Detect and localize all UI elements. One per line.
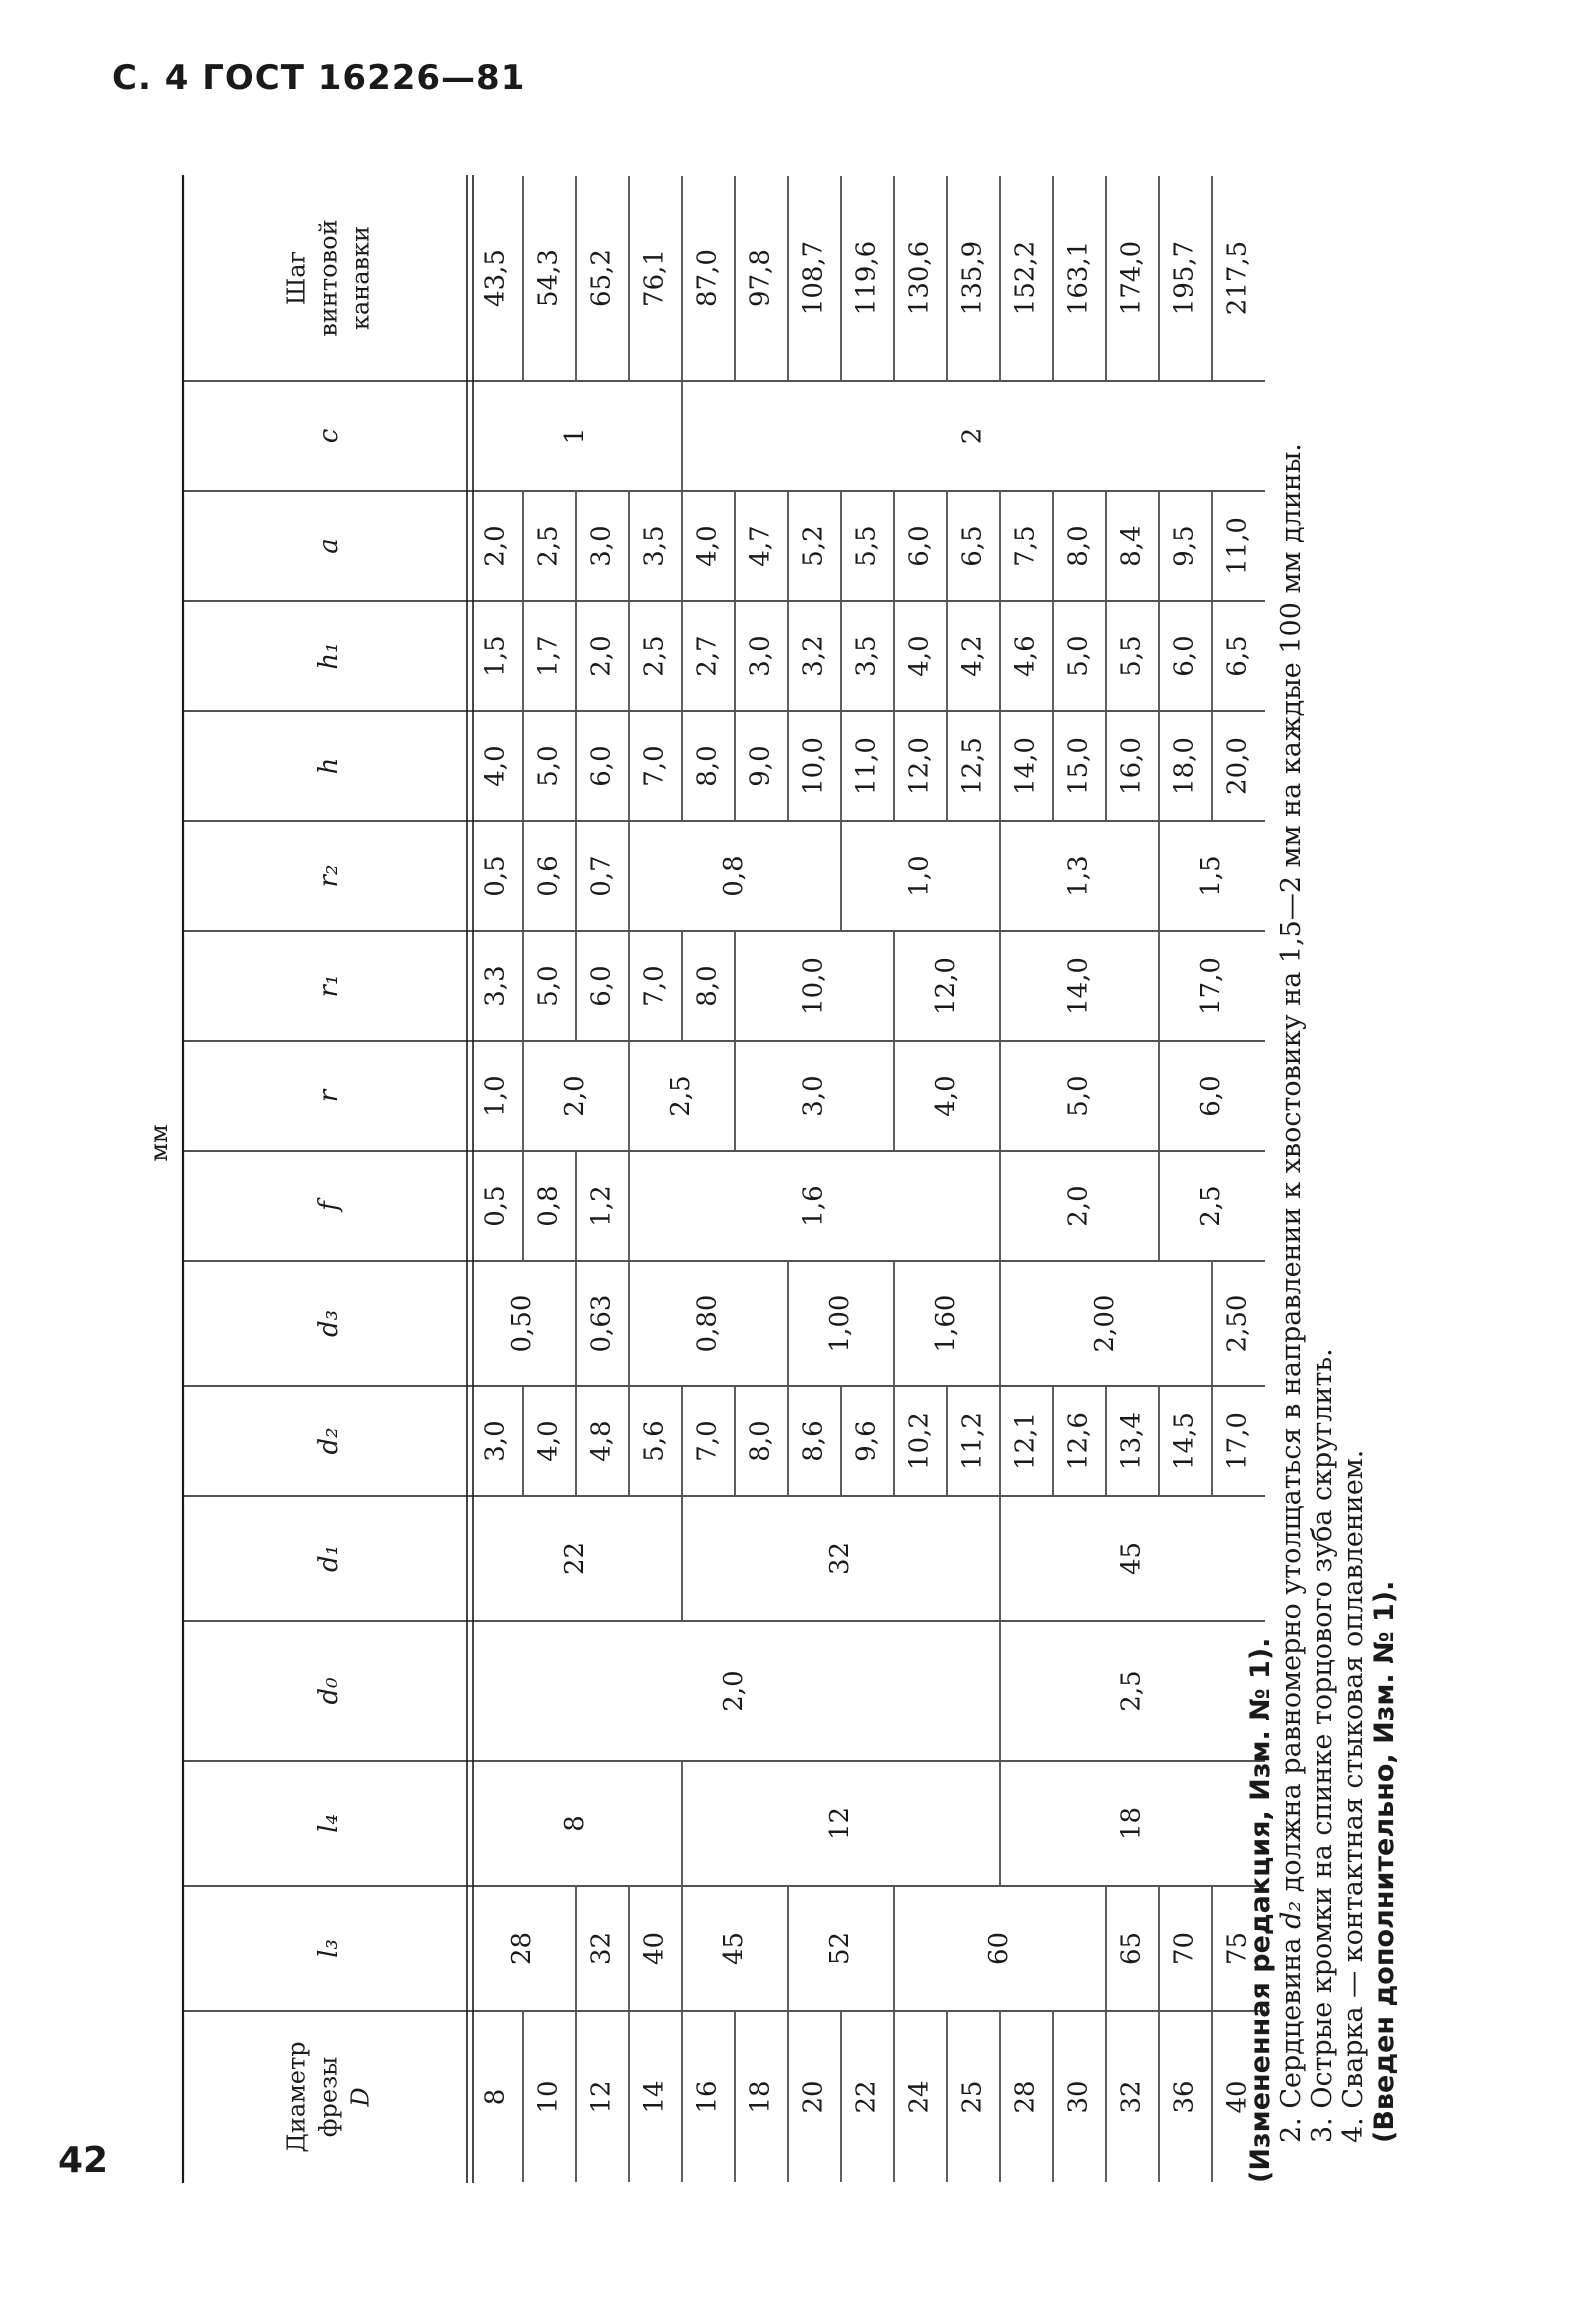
cell-l3: 60 [984,1931,1014,1966]
cell-h1: 3,5 [851,635,882,677]
cell-D: 20 [798,2080,829,2114]
header-d3: d₃ [314,1309,344,1338]
cell-r1: 14,0 [1063,957,1094,1015]
cell-d3: 0,80 [692,1294,723,1353]
cell-r: 3,0 [798,1075,829,1117]
cell-r1: 17,0 [1196,957,1226,1015]
note-2-symbol: d₂ [1276,1900,1307,1929]
cell-h1: 4,0 [904,635,935,677]
cell-d2: 11,2 [957,1412,988,1470]
cell-r: 5,0 [1063,1075,1094,1117]
cell-r2: 1,0 [904,855,935,897]
cell-step: 135,9 [957,240,988,316]
cell-c: 1 [560,427,590,445]
note-revision-1: (Измененная редакция, Изм. № 1). [1245,1637,1276,2183]
header-a: a [314,538,344,554]
cell-h1: 5,0 [1063,635,1094,677]
cell-a: 9,5 [1169,525,1200,567]
cell-a: 4,7 [745,525,776,567]
cell-step: 152,2 [1010,240,1041,316]
cell-d2: 13,4 [1116,1412,1147,1470]
cell-D: 10 [533,2080,564,2114]
cell-h1: 6,5 [1222,635,1253,677]
cell-h1: 2,5 [639,635,670,677]
unit-label: мм [145,1124,173,1162]
cell-r2: 0,8 [719,855,749,897]
cell-D: 40 [1222,2080,1253,2114]
page-header: С. 4 ГОСТ 16226—81 [112,58,526,98]
header-D: Диаметр [282,2041,311,2153]
cell-D: 32 [1116,2080,1147,2114]
notes [1245,175,1400,2183]
cell-D: 25 [957,2080,988,2114]
cell-d0: 2,5 [1116,1670,1147,1712]
header-step: винтовой [314,219,343,337]
cell-d2: 4,0 [533,1420,564,1462]
cell-d2: 4,8 [586,1420,617,1462]
cell-step: 119,6 [851,240,882,316]
cell-step: 65,2 [586,249,617,307]
cell-d2: 12,6 [1063,1412,1094,1470]
cell-r1: 10,0 [798,957,829,1015]
header-h: h [314,757,344,775]
cell-D: 16 [692,2080,723,2114]
cell-a: 4,0 [692,525,723,567]
header-D: фрезы [314,2056,343,2138]
note-2-end: должна равномерно утолщаться в направлении к хвостовику на 1,5—2 мм на каждые 100 мм длины. [1276,443,1307,1901]
parameters-table [145,175,1253,2183]
cell-r1: 5,0 [533,965,564,1007]
cell-h1: 6,0 [1169,635,1200,677]
cell-d3: 1,60 [931,1294,961,1353]
header-d0: d₀ [314,1677,344,1705]
cell-d1: 22 [560,1541,590,1576]
cell-d2: 7,0 [692,1420,723,1462]
cell-r2: 1,3 [1063,855,1094,897]
cell-l3: 28 [507,1931,537,1966]
cell-h: 11,0 [851,737,882,795]
cell-r: 4,0 [931,1075,961,1117]
cell-d3: 0,63 [586,1294,617,1353]
cell-step: 76,1 [639,249,670,307]
header-d1: d₁ [314,1544,344,1573]
header-h1: h₁ [314,642,344,670]
cell-f: 0,5 [480,1185,511,1227]
cell-r2: 0,7 [586,855,617,897]
cell-l4: 8 [560,1815,590,1832]
header-r2: r₂ [314,864,344,888]
rotated-content [145,175,1435,2183]
cell-f: 1,6 [798,1185,829,1227]
cell-D: 24 [904,2080,935,2114]
header-step: канавки [346,225,375,331]
cell-l3: 32 [586,1931,617,1966]
cell-h1: 5,5 [1116,635,1147,677]
cell-h: 9,0 [745,745,776,787]
cell-step: 174,0 [1116,240,1147,316]
cell-h1: 3,0 [745,635,776,677]
cell-l3: 70 [1169,1931,1200,1966]
page-number: 42 [58,2140,109,2181]
header-l3: l₃ [314,1939,344,1958]
cell-d1: 32 [825,1541,855,1576]
cell-r2: 0,6 [533,855,564,897]
cell-d2: 8,6 [798,1420,829,1462]
cell-D: 14 [639,2080,670,2114]
cell-D: 12 [586,2080,617,2114]
cell-h: 18,0 [1169,737,1200,795]
cell-c: 2 [957,427,988,445]
cell-d3: 0,50 [507,1294,537,1353]
cell-l4: 12 [825,1806,855,1841]
cell-d2: 5,6 [639,1420,670,1462]
cell-D: 8 [480,2088,511,2106]
cell-r1: 3,3 [480,965,511,1007]
note-added: (Введен дополнительно, Изм. № 1). [1369,1580,1400,2143]
header-r1: r₁ [314,974,344,998]
cell-a: 5,5 [851,525,882,567]
cell-h: 4,0 [480,745,511,787]
cell-D: 30 [1063,2080,1094,2114]
cell-l3: 65 [1116,1931,1147,1966]
cell-h: 5,0 [533,745,564,787]
cell-step: 97,8 [745,249,776,307]
cell-d2: 12,1 [1010,1412,1041,1470]
cell-a: 11,0 [1222,517,1253,575]
cell-h: 14,0 [1010,737,1041,795]
cell-r: 2,0 [560,1075,590,1117]
cell-a: 3,5 [639,525,670,567]
cell-r: 1,0 [480,1075,511,1117]
cell-a: 8,4 [1116,525,1147,567]
cell-a: 6,5 [957,525,988,567]
cell-D: 18 [745,2080,776,2114]
cell-d2: 17,0 [1222,1412,1253,1470]
cell-a: 2,0 [480,525,511,567]
cell-l3: 52 [825,1931,855,1966]
cell-h: 8,0 [692,745,723,787]
cell-D: 22 [851,2080,882,2114]
cell-d2: 14,5 [1169,1412,1200,1470]
cell-d3: 1,00 [825,1294,855,1353]
cell-step: 43,5 [480,249,511,307]
cell-d2: 10,2 [904,1412,935,1470]
cell-d2: 8,0 [745,1420,776,1462]
cell-step: 130,6 [904,240,935,316]
cell-h: 12,0 [904,737,935,795]
cell-step: 108,7 [798,240,829,316]
cell-d0: 2,0 [719,1670,749,1712]
cell-h: 16,0 [1116,737,1147,795]
header-D: D [346,2087,375,2107]
cell-D: 28 [1010,2080,1041,2114]
cell-h: 15,0 [1063,737,1094,795]
cell-step: 163,1 [1063,240,1094,316]
header-d2: d₂ [314,1427,344,1455]
note-2-start: 2. Сердцевина [1276,1928,1307,2143]
cell-a: 2,5 [533,525,564,567]
cell-h1: 2,0 [586,635,617,677]
cell-l3: 40 [639,1931,670,1966]
cell-f: 2,0 [1063,1185,1094,1227]
cell-h: 6,0 [586,745,617,787]
cell-h: 7,0 [639,745,670,787]
cell-d3: 2,50 [1222,1294,1253,1353]
note-2 [1276,175,1307,2183]
cell-h: 12,5 [957,737,988,795]
cell-step: 195,7 [1169,240,1200,316]
cell-r2: 0,5 [480,855,511,897]
cell-f: 2,5 [1196,1185,1226,1227]
cell-a: 6,0 [904,525,935,567]
cell-l3: 45 [719,1931,749,1966]
note-3: 3. Острые кромки на спинке торцового зуба скруглить. [1307,1348,1338,2143]
cell-d1: 45 [1116,1541,1147,1576]
cell-a: 5,2 [798,525,829,567]
cell-l3: 75 [1222,1931,1253,1966]
cell-h1: 3,2 [798,635,829,677]
cell-step: 87,0 [692,249,723,307]
cell-r: 2,5 [666,1075,696,1117]
header-f: f [314,1201,344,1211]
cell-h: 20,0 [1222,737,1253,795]
cell-d2: 3,0 [480,1420,511,1462]
header-c: c [314,428,344,444]
cell-h: 10,0 [798,737,829,795]
header-r: r [314,1089,344,1103]
header-step: Шаг [282,250,311,306]
cell-D: 36 [1169,2080,1200,2114]
note-4: 4. Сварка — контактная стыковая оплавлением. [1338,1449,1369,2143]
cell-a: 7,5 [1010,525,1041,567]
cell-step: 54,3 [533,249,564,307]
cell-h1: 4,6 [1010,635,1041,677]
cell-step: 217,5 [1222,240,1253,316]
cell-h1: 2,7 [692,635,723,677]
cell-r1: 6,0 [586,965,617,1007]
cell-r2: 1,5 [1196,855,1226,897]
cell-h1: 1,5 [480,635,511,677]
cell-r: 6,0 [1196,1075,1226,1117]
cell-d3: 2,00 [1090,1294,1120,1353]
cell-f: 1,2 [586,1185,617,1227]
cell-r1: 8,0 [692,965,723,1007]
cell-h1: 4,2 [957,635,988,677]
cell-a: 3,0 [586,525,617,567]
header-l4: l₄ [314,1814,344,1833]
cell-l4: 18 [1116,1806,1147,1841]
cell-r1: 12,0 [931,957,961,1015]
cell-h1: 1,7 [533,635,564,677]
cell-d2: 9,6 [851,1420,882,1462]
cell-r1: 7,0 [639,965,670,1007]
cell-a: 8,0 [1063,525,1094,567]
cell-f: 0,8 [533,1185,564,1227]
